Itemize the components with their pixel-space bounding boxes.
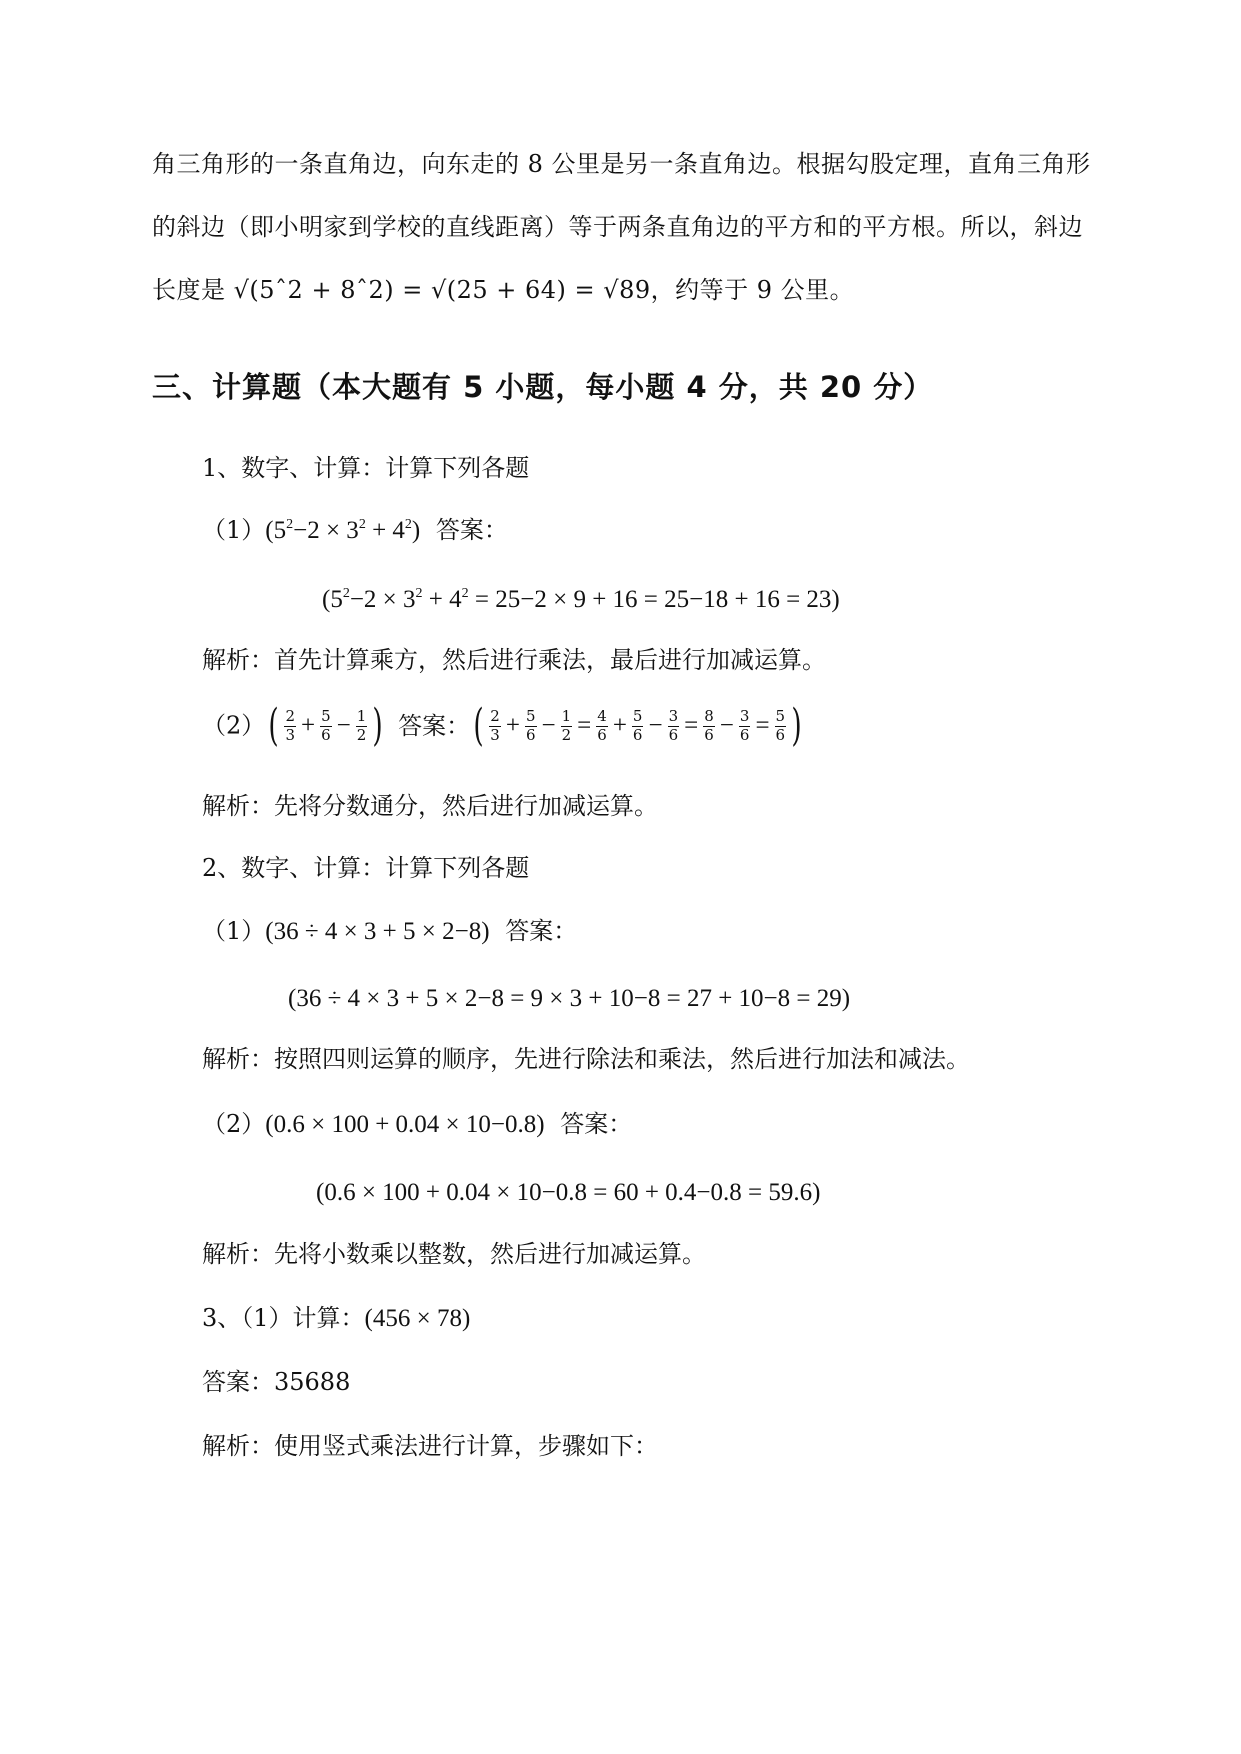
intro-line-3: 长度是 √(5ˆ2 + 8ˆ2) = √(25 + 64) = √89，约等于 9 公里。 [152,276,855,304]
q2-part2-line [202,1110,632,1140]
fraction-8-6: $\frac{8}{6}$ [704,707,714,744]
fraction-3-6: $\frac{3}{6}$ [668,707,679,744]
fraction-4-6: $\frac{4}{6}$ [597,707,607,744]
q1-part2-line: （2）( $\frac{2}{3}$ + $\frac{5}{6}$ − $\frac{1}{2}$ ) 答案：( $\frac{2}{3}$ + $\frac{5}{6}$ − $\frac{1}{2}$ = $\frac{4}{6}$ + $\frac{5}{6}$ − $\frac{3}{6}$ = $\frac{8}{6}$ − $\frac{3}{6}$ = $\frac{5}{6}$ ) [202,700,802,751]
q3-analysis: 解析：使用竖式乘法进行计算，步骤如下： [202,1432,658,1460]
q1-p2-label: （2） [202,711,266,740]
q2-p2-analysis: 解析：先将小数乘以整数，然后进行加减运算。 [202,1240,706,1268]
fraction-3-6-b: $\frac{3}{6}$ [739,707,750,744]
q3-p1-prefix: 3、（1）计算： [202,1304,365,1332]
fraction-2-3: $\frac{2}{3}$ [285,707,295,744]
q2-p1-analysis: 解析：按照四则运算的顺序，先进行除法和乘法，然后进行加法和减法。 [202,1045,970,1073]
fraction-1-2-b: $\frac{1}{2}$ [561,707,572,744]
q2-p1-solution: (36 ÷ 4 × 3 + 5 × 2−8 = 9 × 3 + 10−8 = 27 + 10−8 = 29) [288,985,851,1012]
q1-p1-answer-label: 答案： [435,516,508,544]
q2-p1-answer-label: 答案： [505,917,578,945]
fraction-5-6: $\frac{5}{6}$ [321,707,331,744]
q1-p1-solution: $(5^2-2 \times 3^2 + 4^2 = 25-2 \times 9 + 16 = 25-18 + 16 = 23)$ [322,586,840,613]
fraction-2-3-b: $\frac{2}{3}$ [490,707,500,744]
fraction-5-6-b: $\frac{5}{6}$ [525,707,536,744]
fraction-5-6-result: $\frac{5}{6}$ [775,707,786,744]
q3-p1-expression: (456 × 78) [364,1305,471,1332]
q1-part1-line [202,516,508,546]
q2-p2-label: （2） [202,1110,266,1138]
q1-p2-analysis: 解析：先将分数通分，然后进行加减运算。 [202,792,658,820]
fraction-1-2: $\frac{1}{2}$ [356,707,367,744]
q2-p2-solution: (0.6 × 100 + 0.04 × 10−0.8 = 60 + 0.4−0.8 = 59.6) [316,1179,821,1206]
q2-p2-answer-label: 答案： [560,1110,633,1138]
q1-p1-label: （1） [202,516,266,544]
q2-p2-expression: (0.6 × 100 + 0.04 × 10−0.8) [265,1111,545,1138]
q1-title: 1、数字、计算：计算下列各题 [202,454,530,482]
q3-answer: 答案：35688 [202,1368,351,1396]
q2-p1-label: （1） [202,917,266,945]
intro-line-2: 的斜边（即小明家到学校的直线距离）等于两条直角边的平方和的平方根。所以，斜边 [152,213,1083,241]
q1-p1-analysis: 解析：首先计算乘方，然后进行乘法，最后进行加减运算。 [202,646,826,674]
section-heading: 三、计算题（本大题有 5 小题，每小题 4 分，共 20 分） [152,370,934,404]
q2-p1-expression: (36 ÷ 4 × 3 + 5 × 2−8) [265,918,490,945]
q2-title: 2、数字、计算：计算下列各题 [202,854,530,882]
intro-line-1: 角三角形的一条直角边，向东走的 8 公里是另一条直角边。根据勾股定理，直角三角形 [152,150,1091,178]
q1-p1-expression: $(5^2-2 \times 3^2 + 4^2)$ [265,517,421,544]
q1-p2-answer-label: 答案： [398,711,471,740]
fraction-5-6-c: $\frac{5}{6}$ [632,707,643,744]
q2-part1-line [202,917,577,947]
q3-part1-line [202,1304,470,1334]
